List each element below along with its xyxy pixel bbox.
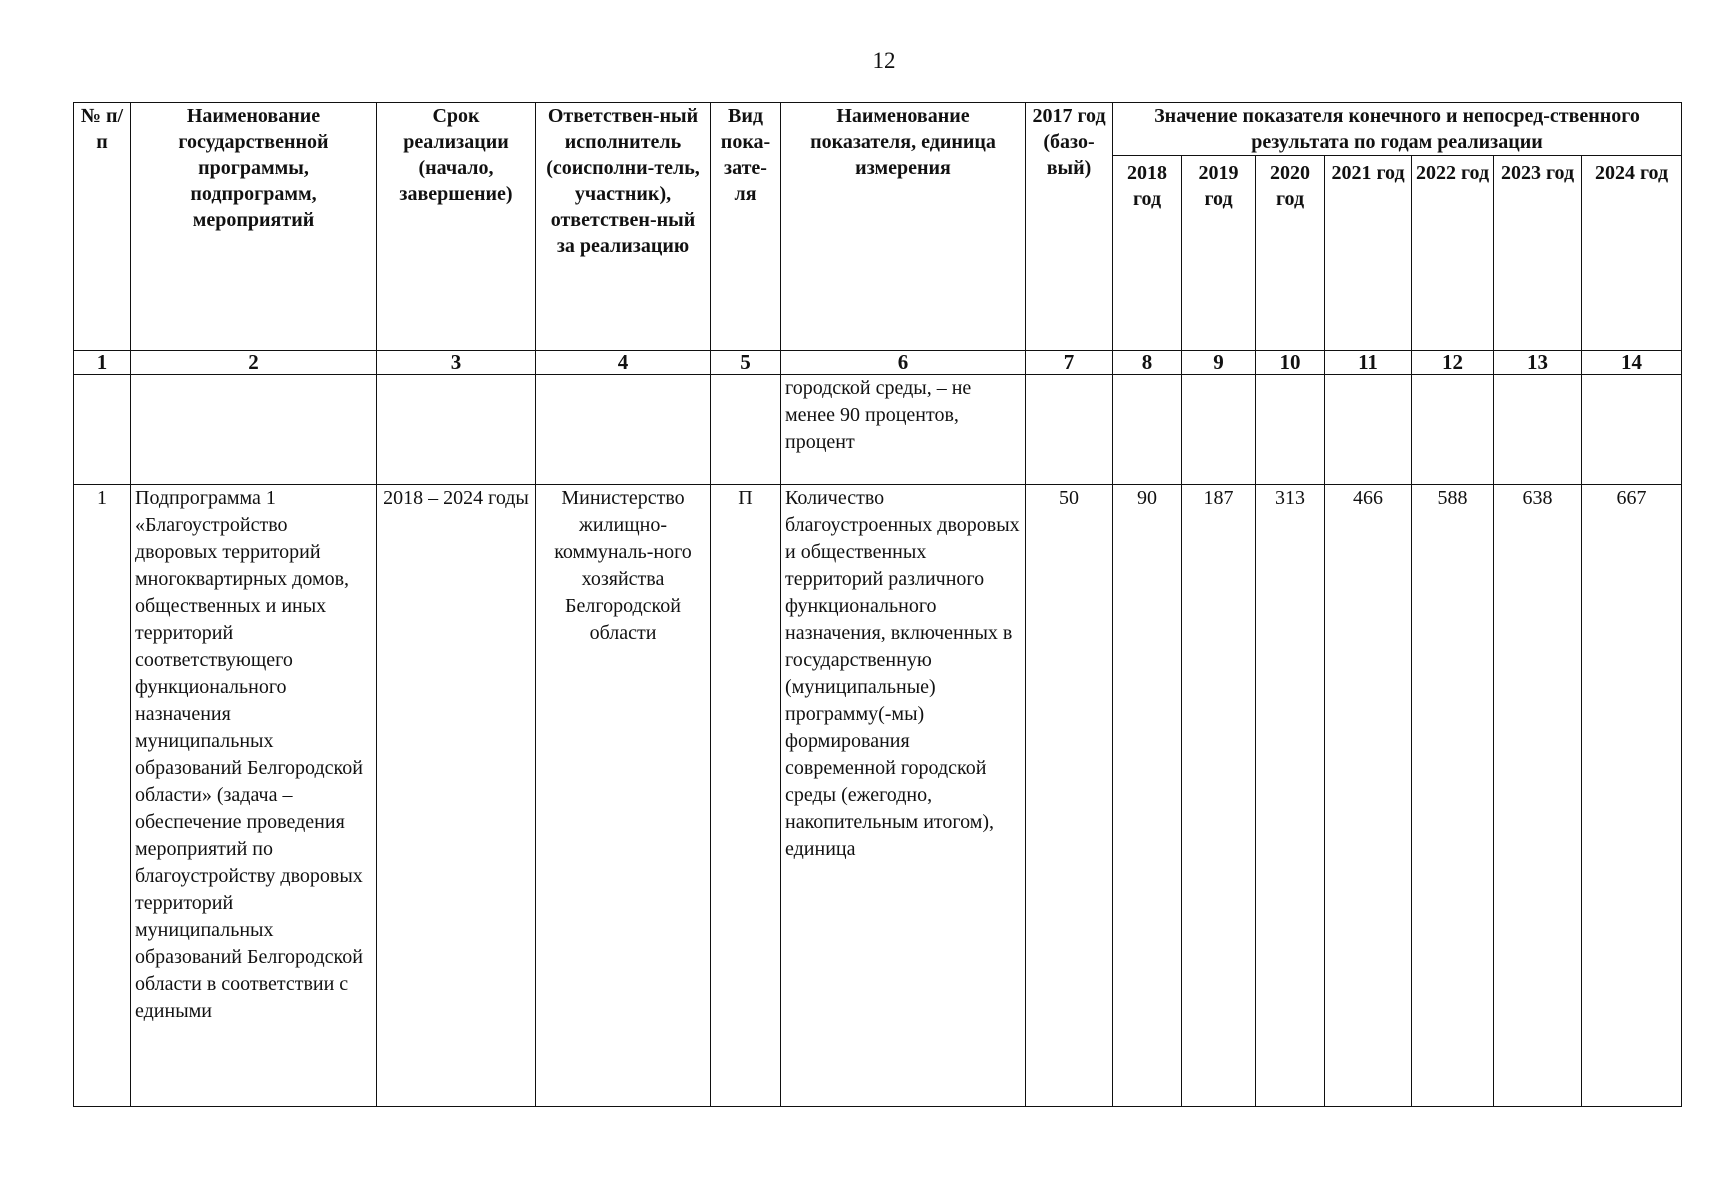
table-cell [711,375,781,485]
column-number: 13 [1494,351,1582,375]
table-cell [1256,375,1325,485]
table-cell [1582,375,1682,485]
header-year: 2023 год [1494,156,1582,351]
table-cell [1182,375,1256,485]
table-cell [1113,375,1182,485]
table-cell [131,375,377,485]
row-number: 1 [74,485,131,1107]
base-year-value: 50 [1026,485,1113,1107]
header-year: 2024 год [1582,156,1682,351]
column-number: 2 [131,351,377,375]
responsible-executor: Министерство жилищно-коммуналь-ного хозяйства Белгородской области [536,485,711,1107]
header-num: № п/п [74,103,131,351]
column-number: 7 [1026,351,1113,375]
page-number: 12 [872,48,896,73]
header-year: 2021 год [1325,156,1412,351]
indicators-table [73,102,1682,1107]
implementation-term: 2018 – 2024 годы [377,485,536,1107]
year-value: 313 [1256,485,1325,1107]
header-year: 2020 год [1256,156,1325,351]
table-cell [536,375,711,485]
header-year: 2019 год [1182,156,1256,351]
indicator-type: П [711,485,781,1107]
column-number: 11 [1325,351,1412,375]
indicator-name: Количество благоустроенных дворовых и общественных территорий различного функционального назначения, включенных в государственную (муниципальные) программу(-мы) формирования современной городской среды (ежегодно, накопительным итогом), единица [781,485,1026,1107]
table-row [74,485,1682,1107]
header-term: Срок реализации (начало, завершение) [377,103,536,351]
table-cell [1412,375,1494,485]
continuation-row [74,375,1682,485]
header-values-group: Значение показателя конечного и непосред-ственного результата по годам реализации [1113,103,1682,156]
header-year: 2022 год [1412,156,1494,351]
year-value: 90 [1113,485,1182,1107]
column-number: 6 [781,351,1026,375]
column-number: 10 [1256,351,1325,375]
continuation-indicator-text: городской среды, – не менее 90 процентов, процент [781,375,1026,485]
year-value: 588 [1412,485,1494,1107]
column-number: 14 [1582,351,1682,375]
year-value: 187 [1182,485,1256,1107]
column-number: 5 [711,351,781,375]
column-number: 12 [1412,351,1494,375]
column-number: 3 [377,351,536,375]
header-base-year: 2017 год (базо-вый) [1026,103,1113,351]
subprogram-name: Подпрограмма 1 «Благоустройство дворовых территорий многоквартирных домов, общественных и иных территорий соответствующего функционального назначения муниципальных образований Белгородской области» (задача – обеспечение проведения мероприятий по благоустройству дворовых территорий муниципальных образований Белгородской области в соответствии с едиными [131,485,377,1107]
table-cell [1325,375,1412,485]
table-cell [377,375,536,485]
header-row [74,103,1682,156]
header-program-name: Наименование государственной программы, подпрограмм, мероприятий [131,103,377,351]
column-numbers-row [74,351,1682,375]
table-cell [74,375,131,485]
column-number: 9 [1182,351,1256,375]
header-year: 2018 год [1113,156,1182,351]
header-indicator-name: Наименование показателя, единица измерения [781,103,1026,351]
table-cell [1494,375,1582,485]
column-number: 8 [1113,351,1182,375]
year-value: 638 [1494,485,1582,1107]
year-value: 466 [1325,485,1412,1107]
table-cell [1026,375,1113,485]
header-executor: Ответствен-ный исполнитель (соисполни-тель, участник), ответствен-ный за реализацию [536,103,711,351]
column-number: 4 [536,351,711,375]
header-indicator-type: Вид пока-зате-ля [711,103,781,351]
year-value: 667 [1582,485,1682,1107]
column-number: 1 [74,351,131,375]
